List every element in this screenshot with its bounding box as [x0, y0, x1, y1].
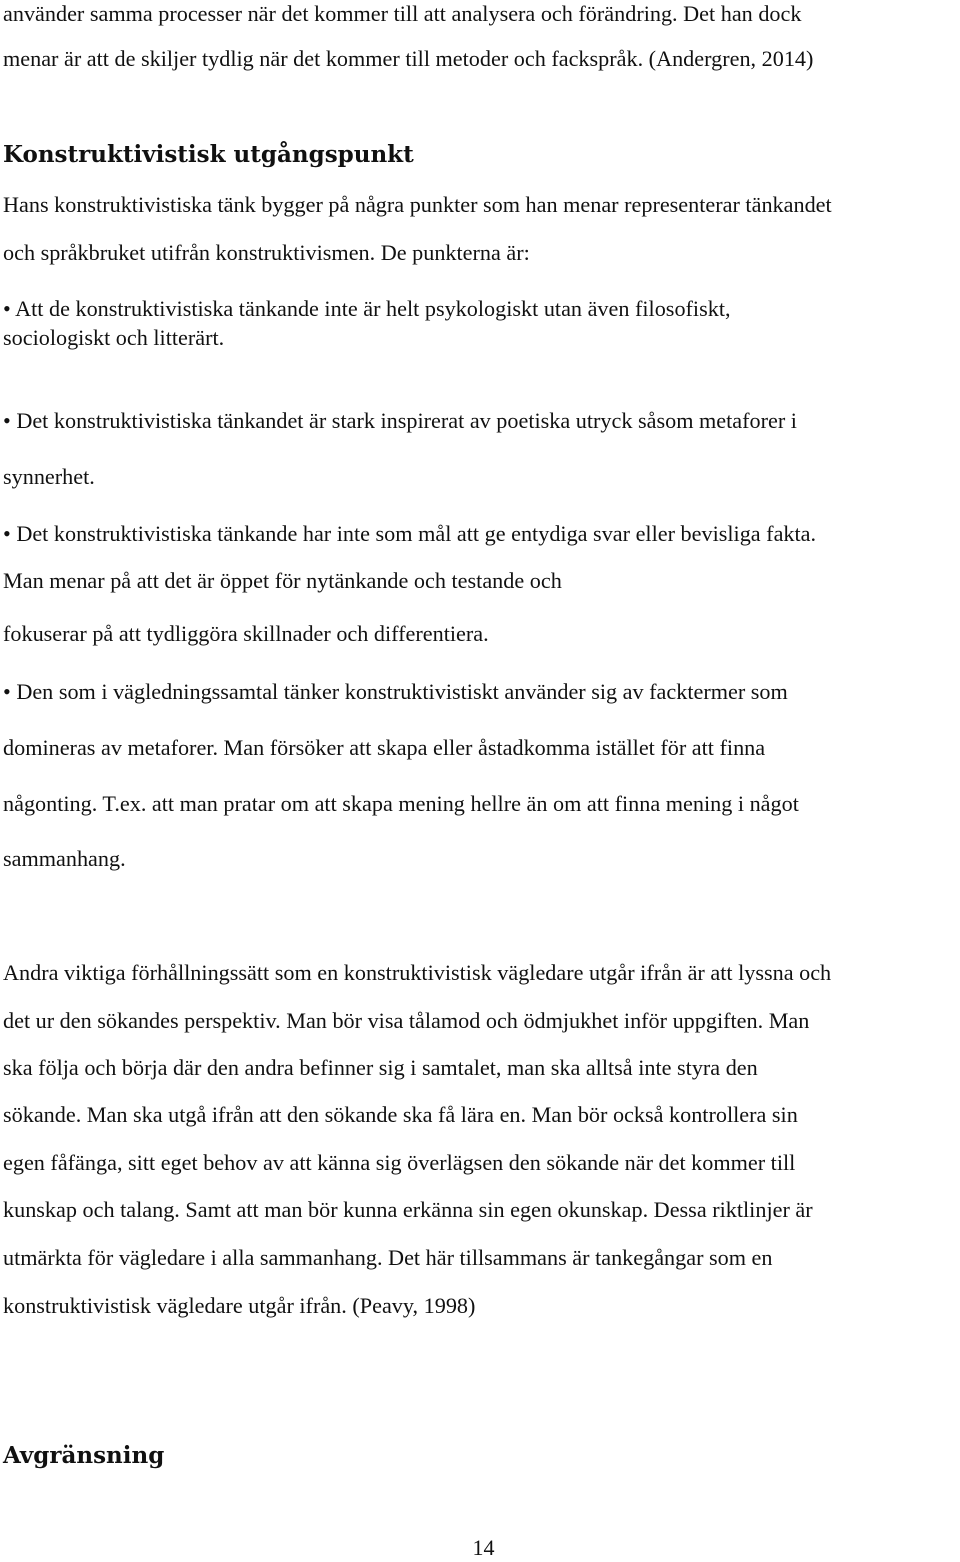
text-line: det ur den sökandes perspektiv. Man bör visa tålamod och ödmjukhet inför uppgiften. Man	[3, 1008, 810, 1033]
text-line: menar är att de skiljer tydlig när det kommer till metoder och fackspråk. (Andergren, 2014)	[3, 46, 814, 71]
text-line: ska följa och börja där den andra befinner sig i samtalet, man ska alltså inte styra den	[3, 1055, 758, 1080]
text-line: Andra viktiga förhållningssätt som en konstruktivistisk vägledare utgår ifrån är att lyssna och	[3, 960, 832, 985]
bullet-item: • Det konstruktivistiska tänkande har inte som mål att ge entydiga svar eller bevisliga fakta.	[3, 521, 817, 546]
section-heading: Konstruktivistisk utgångspunkt	[3, 141, 414, 168]
bullet-continuation: någonting. T.ex. att man pratar om att skapa mening hellre än om att finna mening i något	[3, 791, 799, 816]
text-line: använder samma processer när det kommer till att analysera och förändring. Det han dock	[3, 1, 802, 26]
bullet-item: • Den som i vägledningssamtal tänker konstruktivistiskt använder sig av facktermer som	[3, 679, 788, 704]
text-line: Man menar på att det är öppet för nytänkande och testande och	[3, 568, 562, 593]
bullet-item: • Att de konstruktivistiska tänkande inte är helt psykologiskt utan även filosofiskt,	[3, 296, 731, 321]
text-line: kunskap och talang. Samt att man bör kunna erkänna sin egen okunskap. Dessa riktlinjer är	[3, 1197, 813, 1222]
section-heading: Avgränsning	[3, 1442, 165, 1469]
page-number: 14	[472, 1535, 495, 1560]
bullet-continuation: domineras av metaforer. Man försöker att skapa eller åstadkomma istället för att finna	[3, 735, 766, 760]
bullet-continuation: synnerhet.	[3, 464, 95, 489]
text-line: egen fåfänga, sitt eget behov av att känna sig överlägsen den sökande när det kommer till	[3, 1150, 796, 1175]
text-line: fokuserar på att tydliggöra skillnader och differentiera.	[3, 621, 489, 646]
text-line: Hans konstruktivistiska tänk bygger på några punkter som han menar representerar tänkandet	[3, 192, 832, 217]
bullet-item: • Det konstruktivistiska tänkandet är stark inspirerat av poetiska utryck såsom metaforer i	[3, 408, 797, 433]
text-line: utmärkta för vägledare i alla sammanhang. Det här tillsammans är tankegångar som en	[3, 1245, 773, 1270]
text-line: sökande. Man ska utgå ifrån att den sökande ska få lära en. Man bör också kontrollera sin	[3, 1102, 798, 1127]
bullet-continuation: sociologiskt och litterärt.	[3, 325, 225, 350]
text-line: konstruktivistisk vägledare utgår ifrån. (Peavy, 1998)	[3, 1293, 476, 1318]
bullet-continuation: sammanhang.	[3, 846, 126, 871]
text-line: och språkbruket utifrån konstruktivismen. De punkterna är:	[3, 240, 530, 265]
